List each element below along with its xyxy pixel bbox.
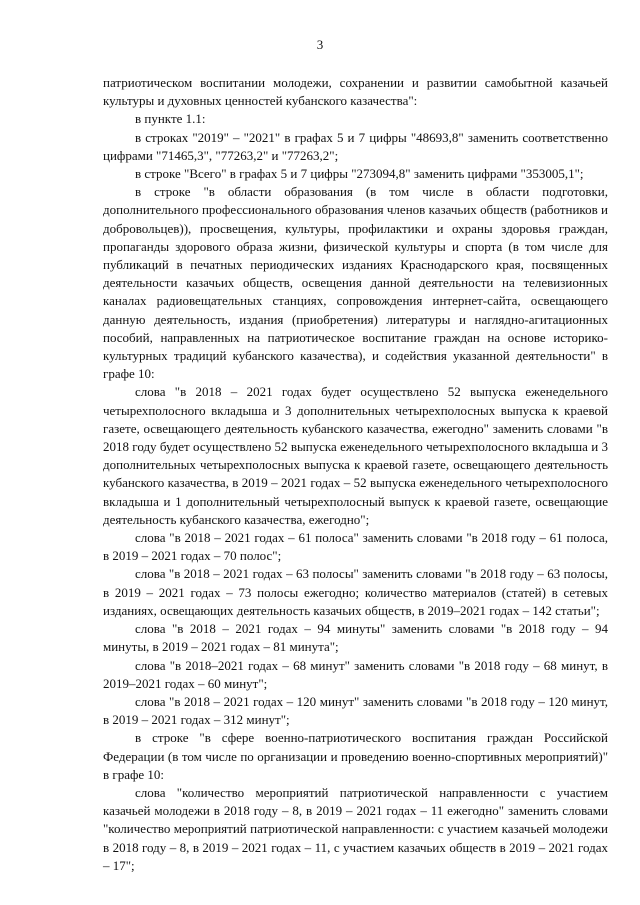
- page-number: 3: [316, 37, 324, 52]
- paragraph: слова "в 2018 – 2021 годах – 94 минуты" заменить словами "в 2018 году – 94 минуты, в 2019 – 2021 годах – 81 минута";: [103, 621, 608, 655]
- paragraph: слова "в 2018–2021 годах – 68 минут" заменить словами "в 2018 году – 68 минут, в 2019–2021 годах – 60 минут";: [103, 657, 608, 691]
- paragraph: патриотическом воспитании молодежи, сохранении и развитии самобытной казачьей культуры и духовных ценностей кубанского казачества":: [103, 75, 608, 109]
- document-body: [103, 74, 608, 875]
- paragraph: в пункте 1.1:: [135, 111, 206, 127]
- paragraph: слова "в 2018 – 2021 годах – 61 полоса" заменить словами "в 2018 году – 61 полоса, в 2019 – 2021 годах – 70 полос";: [103, 530, 608, 564]
- paragraph: в строках "2019" – "2021" в графах 5 и 7 цифры "48693,8" заменить соответственно цифрами "71465,3", "77263,2" и "77263,2";: [103, 129, 608, 163]
- paragraph: в строке "в сфере военно-патриотического воспитания граждан Российской Федерации (в том числе по организации и проведению военно-спортивных мероприятий)" в графе 10:: [103, 730, 608, 782]
- paragraph: слова "в 2018 – 2021 годах – 120 минут" заменить словами "в 2018 году – 120 минут, в 2019 – 2021 годах – 312 минут";: [103, 693, 608, 728]
- paragraph: в строке "в области образования (в том числе в области подготовки, дополнительного профессионального образования членов казачьих обществ (работников и добровольцев)), просвещения, культуры, профилактики и охраны здоровья граждан, пропаганды здорового образа жизни, физической культуры и спорта (в том числе для публикаций в печатных периодических изданиях Краснодарского края, посвященных деятельности казачьих обществ, освещения данной деятельности на телевизионных каналах радиовещательных станциях, сопровождения интернет-сайта, освещающего данную деятельность, издания (приобретения) литературы и наглядно-агитационных пособий, направленных на патриотическое воспитание граждан на основе историко-культурных традиций кубанского казачества), и содействия указанной деятельности" в графе 10:: [103, 184, 608, 382]
- paragraph: слова "в 2018 – 2021 годах будет осуществлено 52 выпуска еженедельного четырехполосного вкладыша и 3 дополнительных четырехполосных выпуска к краевой газете, освещающего деятельность кубанского казачества, ежегодно" заменить словами "в 2018 году будет осуществлено 52 выпуска еженедельного четырехполосного вкладыша и 3 дополнительных четырехполосных выпуска к краевой газете, освещающего деятельность кубанского казачества, в 2019 – 2021 годах – 52 выпуска еженедельного четырехполосного вкладыша и 1 дополнительный четырехполосный выпуск к краевой газете, освещающие деятельность кубанского казачества, ежегодно";: [103, 384, 608, 527]
- paragraph: в строке "Всего" в графах 5 и 7 цифры "273094,8" заменить цифрами "353005,1";: [135, 166, 584, 182]
- paragraph: слова "количество мероприятий патриотической направленности с участием казачьей молодежи в 2018 году – 8, в 2019 – 2021 годах – 11 ежегодно" заменить словами "количество мероприятий патриотической направленности: с участием казачьей молодежи в 2018 году – 8, в 2019 – 2021 годах – 11, с участием казачьих обществ в 2019 – 2021 годах – 17";: [103, 784, 608, 873]
- paragraph: слова "в 2018 – 2021 годах – 63 полосы" заменить словами "в 2018 году – 63 полосы, в 2019 – 2021 годах – 73 полосы ежегодно; количество материалов (статей) в сетевых изданиях, освещающих деятельность казачьих обществ, в 2019–2021 годах – 142 статьи";: [103, 566, 608, 618]
